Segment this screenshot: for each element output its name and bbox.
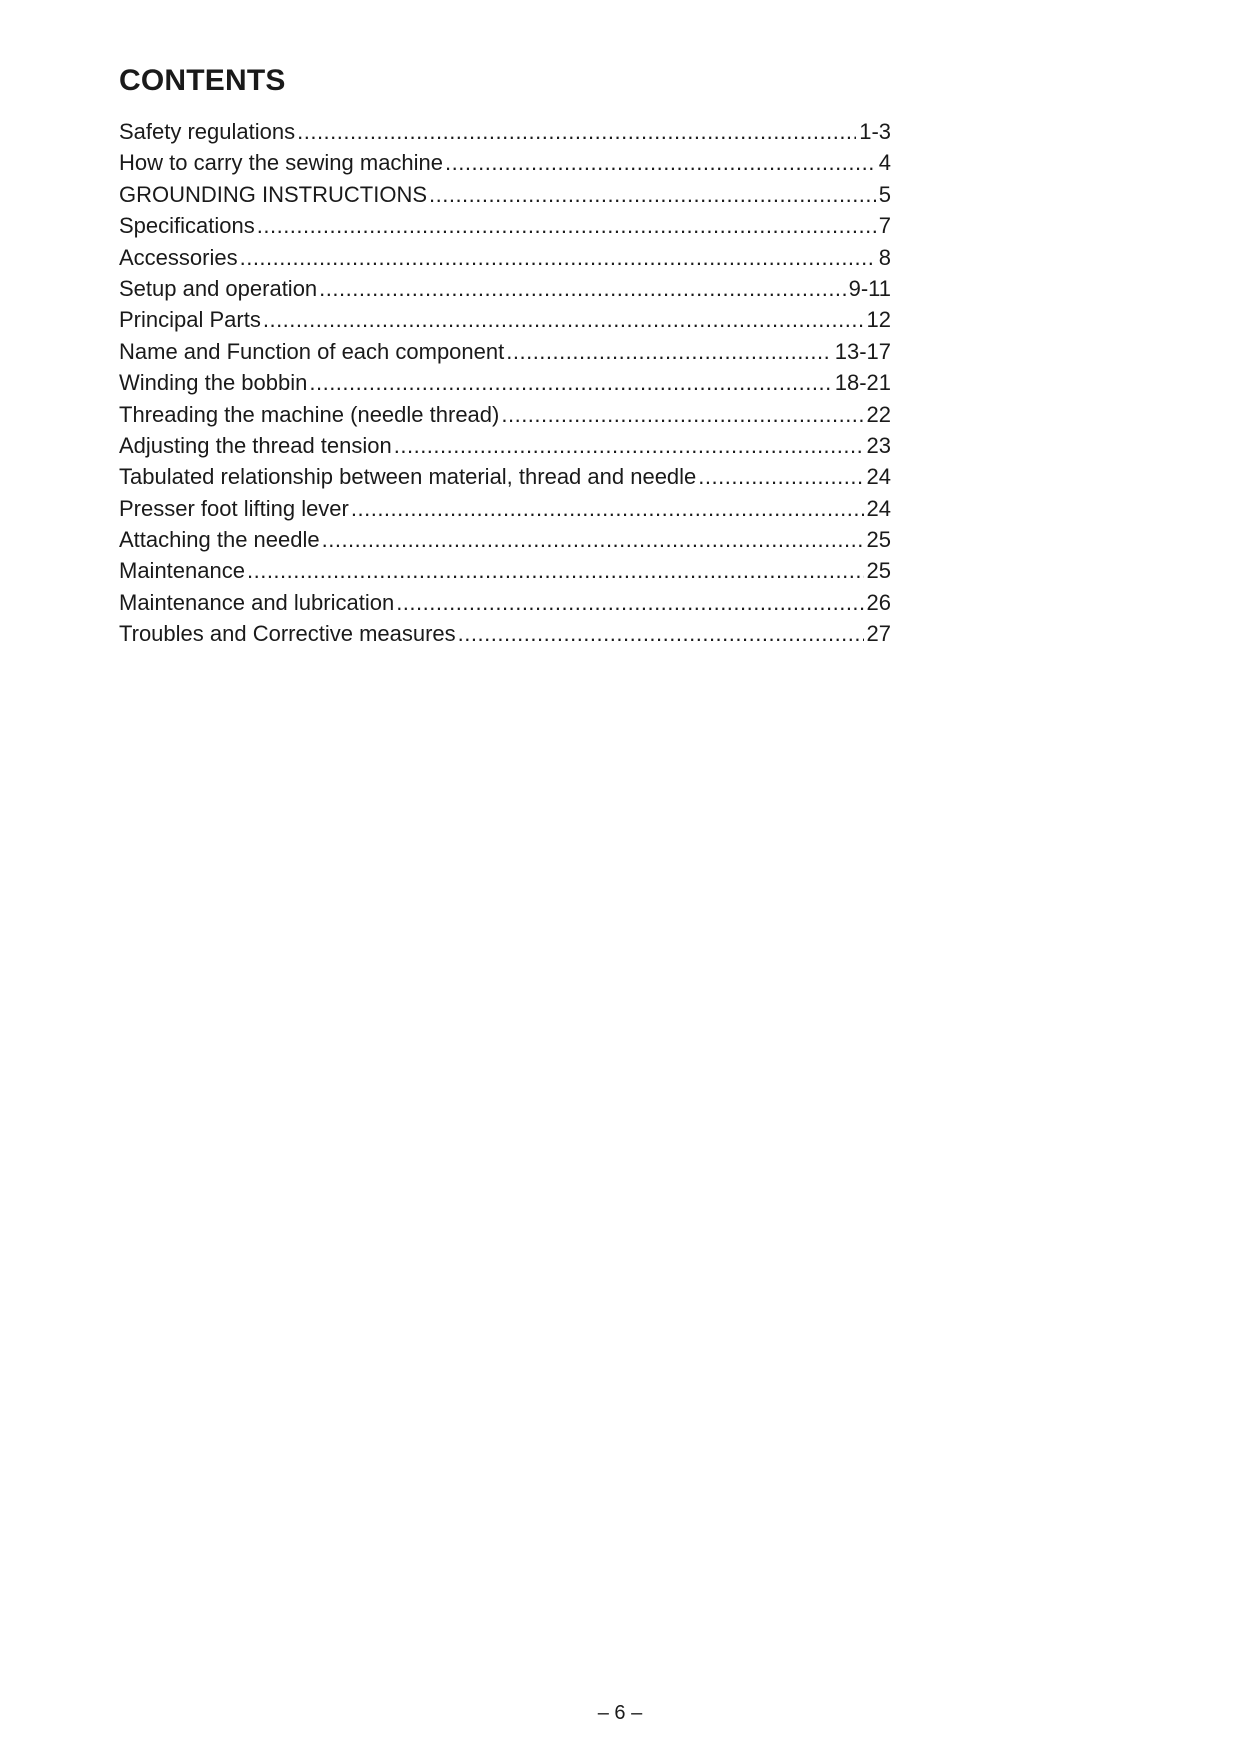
dot-leader [458, 618, 864, 649]
toc-entry-presser-foot-lifting-lever[interactable] [119, 493, 891, 524]
dot-leader [351, 493, 864, 524]
toc-entry-specifications[interactable] [119, 210, 891, 241]
toc-entry-page: 27 [866, 621, 891, 647]
dot-leader [429, 179, 876, 210]
toc-entry-title: Attaching the needle [119, 527, 320, 553]
toc-entry-page: 24 [866, 464, 891, 490]
toc-entry-title: Safety regulations [119, 119, 296, 144]
table-of-contents [119, 116, 891, 650]
dot-leader [247, 555, 864, 586]
dot-leader [297, 116, 856, 147]
toc-entry-attaching-the-needle[interactable] [119, 524, 891, 555]
toc-entry-page: 26 [866, 589, 891, 615]
toc-entry-how-to-carry[interactable] [119, 147, 891, 178]
toc-entry-title: Troubles and Corrective measures [119, 621, 456, 647]
dot-leader [309, 367, 831, 398]
toc-entry-winding-the-bobbin[interactable] [119, 367, 891, 398]
dot-leader [257, 210, 876, 241]
toc-entry-title: GROUNDING INSTRUCTIONS [119, 181, 427, 207]
dot-leader [396, 587, 863, 618]
toc-entry-accessories[interactable] [119, 242, 891, 273]
dot-leader [394, 430, 864, 461]
toc-entry-page: 12 [866, 307, 891, 333]
toc-entry-title: Tabulated relationship between material, thread and needle [119, 464, 697, 490]
dot-leader [506, 336, 831, 367]
toc-entry-page: 5 [878, 181, 891, 207]
toc-entry-principal-parts[interactable] [119, 304, 891, 335]
toc-entry-maintenance[interactable] [119, 555, 891, 586]
toc-entry-tabulated-relationship[interactable] [119, 461, 891, 492]
toc-entry-setup-and-operation[interactable] [119, 273, 891, 304]
dot-leader [698, 461, 863, 492]
toc-entry-title: Adjusting the thread tension [119, 432, 392, 458]
toc-entry-page: 18-21 [834, 370, 891, 396]
toc-entry-title: Name and Function of each component [119, 338, 505, 364]
toc-entry-title: Specifications [119, 213, 255, 239]
toc-entry-page: 23 [866, 432, 891, 458]
toc-entry-title: Principal Parts [119, 307, 261, 333]
toc-entry-grounding-instructions[interactable] [119, 179, 891, 210]
toc-entry-title: Maintenance [119, 558, 245, 584]
toc-entry-title: How to carry the sewing machine [119, 150, 444, 176]
toc-entry-maintenance-and-lubrication[interactable] [119, 587, 891, 618]
toc-entry-page: 4 [878, 150, 891, 176]
toc-entry-title: Winding the bobbin [119, 370, 308, 396]
toc-entry-title: Maintenance and lubrication [119, 589, 395, 615]
toc-entry-threading-the-machine[interactable] [119, 399, 891, 430]
toc-entry-title: Setup and operation [119, 275, 318, 301]
toc-entry-page: 9-11 [848, 275, 891, 301]
dot-leader [322, 524, 864, 555]
toc-entry-adjusting-thread-tension[interactable] [119, 430, 891, 461]
page-title: CONTENTS [119, 64, 286, 97]
toc-entry-page: 25 [866, 527, 891, 553]
dot-leader [319, 273, 845, 304]
toc-entry-page: 22 [866, 401, 891, 427]
toc-entry-title: Presser foot lifting lever [119, 495, 349, 521]
toc-entry-page: 1-3 [859, 119, 891, 144]
toc-entry-page: 25 [866, 558, 891, 584]
toc-entry-safety-regulations[interactable] [119, 116, 891, 147]
dot-leader [445, 147, 876, 178]
toc-entry-name-and-function[interactable] [119, 336, 891, 367]
toc-entry-troubles-and-corrective-measures[interactable] [119, 618, 891, 649]
toc-entry-page: 8 [878, 244, 891, 270]
toc-entry-title: Threading the machine (needle thread) [119, 401, 500, 427]
toc-entry-page: 13-17 [834, 338, 891, 364]
page-number: – 6 – [597, 1702, 643, 1724]
toc-entry-title: Accessories [119, 244, 238, 270]
toc-entry-page: 7 [878, 213, 891, 239]
toc-entry-page: 24 [866, 495, 891, 521]
dot-leader [263, 304, 864, 335]
dot-leader [240, 242, 876, 273]
dot-leader [501, 399, 863, 430]
